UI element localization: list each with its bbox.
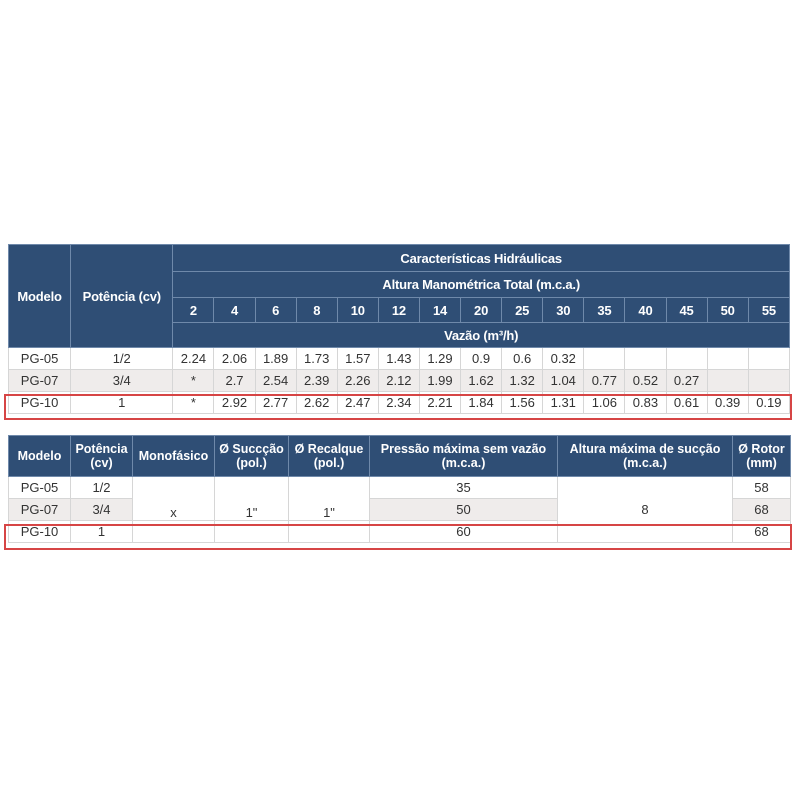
cell-potencia: 3/4 — [71, 499, 133, 521]
cell-flow — [707, 370, 748, 392]
cell-flow: 0.32 — [543, 348, 584, 370]
cell-flow: 2.54 — [255, 370, 296, 392]
header-potencia: Potência (cv) — [71, 436, 133, 477]
table-row — [9, 348, 790, 370]
cell-flow: 2.62 — [296, 392, 337, 414]
cell-flow: 0.6 — [502, 348, 543, 370]
cell-modelo: PG-05 — [9, 348, 71, 370]
header-height-30: 30 — [543, 298, 584, 323]
cell-flow: 2.7 — [214, 370, 255, 392]
cell-flow — [707, 348, 748, 370]
cell-flow: 1.84 — [461, 392, 502, 414]
header-hydraulic-title: Características Hidráulicas — [173, 245, 790, 272]
header-altura-succao: Altura máxima de sucção (m.c.a.) — [558, 436, 733, 477]
cell-flow: 0.77 — [584, 370, 625, 392]
cell-flow: 1.06 — [584, 392, 625, 414]
cell-pressao: 60 — [370, 521, 558, 543]
cell-flow: 0.52 — [625, 370, 666, 392]
header-height-45: 45 — [666, 298, 707, 323]
cell-flow: 1.31 — [543, 392, 584, 414]
cell-flow — [625, 348, 666, 370]
cell-flow: 1.62 — [461, 370, 502, 392]
header-potencia: Potência (cv) — [71, 245, 173, 348]
header-height-10: 10 — [337, 298, 378, 323]
cell-potencia: 1/2 — [71, 348, 173, 370]
cell-flow: 2.21 — [419, 392, 460, 414]
cell-flow: 1.32 — [502, 370, 543, 392]
cell-monofasico — [133, 521, 215, 543]
header-height-50: 50 — [707, 298, 748, 323]
cell-flow: 0.9 — [461, 348, 502, 370]
cell-monofasico: x — [133, 477, 215, 521]
cell-flow: 1.29 — [419, 348, 460, 370]
table-row — [9, 370, 790, 392]
cell-flow: * — [173, 370, 214, 392]
cell-flow: 1.89 — [255, 348, 296, 370]
cell-flow: 0.19 — [748, 392, 789, 414]
header-height-subtitle: Altura Manométrica Total (m.c.a.) — [173, 272, 790, 298]
cell-flow: 2.39 — [296, 370, 337, 392]
header-recalque: Ø Recalque (pol.) — [289, 436, 370, 477]
header-height-20: 20 — [461, 298, 502, 323]
table-row — [9, 477, 791, 499]
header-height-12: 12 — [378, 298, 419, 323]
header-pressao: Pressão máxima sem vazão (m.c.a.) — [370, 436, 558, 477]
cell-pressao: 35 — [370, 477, 558, 499]
cell-flow: 2.26 — [337, 370, 378, 392]
cell-flow: 1.73 — [296, 348, 337, 370]
cell-flow: 2.92 — [214, 392, 255, 414]
cell-flow: 2.06 — [214, 348, 255, 370]
cell-flow: 1.57 — [337, 348, 378, 370]
cell-succao — [215, 521, 289, 543]
pump-specs-table — [8, 435, 791, 543]
header-height-55: 55 — [748, 298, 789, 323]
hydraulic-table-body — [9, 348, 790, 414]
cell-flow: * — [173, 392, 214, 414]
header-succao: Ø Succção (pol.) — [215, 436, 289, 477]
header-height-14: 14 — [419, 298, 460, 323]
cell-flow — [584, 348, 625, 370]
header-flow-unit: Vazão (m³/h) — [173, 323, 790, 348]
cell-flow: 0.61 — [666, 392, 707, 414]
table-row — [9, 392, 790, 414]
cell-potencia: 1 — [71, 392, 173, 414]
cell-flow: 2.77 — [255, 392, 296, 414]
header-height-6: 6 — [255, 298, 296, 323]
header-height-4: 4 — [214, 298, 255, 323]
cell-rotor: 68 — [733, 521, 791, 543]
cell-rotor: 68 — [733, 499, 791, 521]
cell-potencia: 1 — [71, 521, 133, 543]
cell-flow: 2.34 — [378, 392, 419, 414]
cell-flow: 1.43 — [378, 348, 419, 370]
header-height-25: 25 — [502, 298, 543, 323]
cell-modelo: PG-07 — [9, 370, 71, 392]
hydraulic-characteristics-table — [8, 244, 790, 414]
cell-modelo: PG-10 — [9, 392, 71, 414]
cell-pressao: 50 — [370, 499, 558, 521]
header-rotor: Ø Rotor (mm) — [733, 436, 791, 477]
cell-succao: 1" — [215, 477, 289, 521]
cell-rotor: 58 — [733, 477, 791, 499]
header-monofasico: Monofásico — [133, 436, 215, 477]
cell-modelo: PG-07 — [9, 499, 71, 521]
header-modelo: Modelo — [9, 436, 71, 477]
cell-recalque — [289, 521, 370, 543]
cell-flow: 0.83 — [625, 392, 666, 414]
cell-altura-succao: 8 — [558, 477, 733, 543]
cell-flow: 0.27 — [666, 370, 707, 392]
cell-flow: 2.24 — [173, 348, 214, 370]
cell-modelo: PG-10 — [9, 521, 71, 543]
header-height-40: 40 — [625, 298, 666, 323]
cell-flow — [666, 348, 707, 370]
cell-modelo: PG-05 — [9, 477, 71, 499]
cell-flow: 0.39 — [707, 392, 748, 414]
cell-potencia: 1/2 — [71, 477, 133, 499]
cell-flow — [748, 348, 789, 370]
cell-flow: 1.04 — [543, 370, 584, 392]
cell-flow: 1.56 — [502, 392, 543, 414]
cell-flow: 2.12 — [378, 370, 419, 392]
cell-potencia: 3/4 — [71, 370, 173, 392]
cell-recalque: 1" — [289, 477, 370, 521]
header-height-35: 35 — [584, 298, 625, 323]
header-height-2: 2 — [173, 298, 214, 323]
cell-flow: 2.47 — [337, 392, 378, 414]
spec-sheet — [8, 244, 790, 543]
header-modelo: Modelo — [9, 245, 71, 348]
header-height-8: 8 — [296, 298, 337, 323]
cell-flow — [748, 370, 789, 392]
cell-flow: 1.99 — [419, 370, 460, 392]
